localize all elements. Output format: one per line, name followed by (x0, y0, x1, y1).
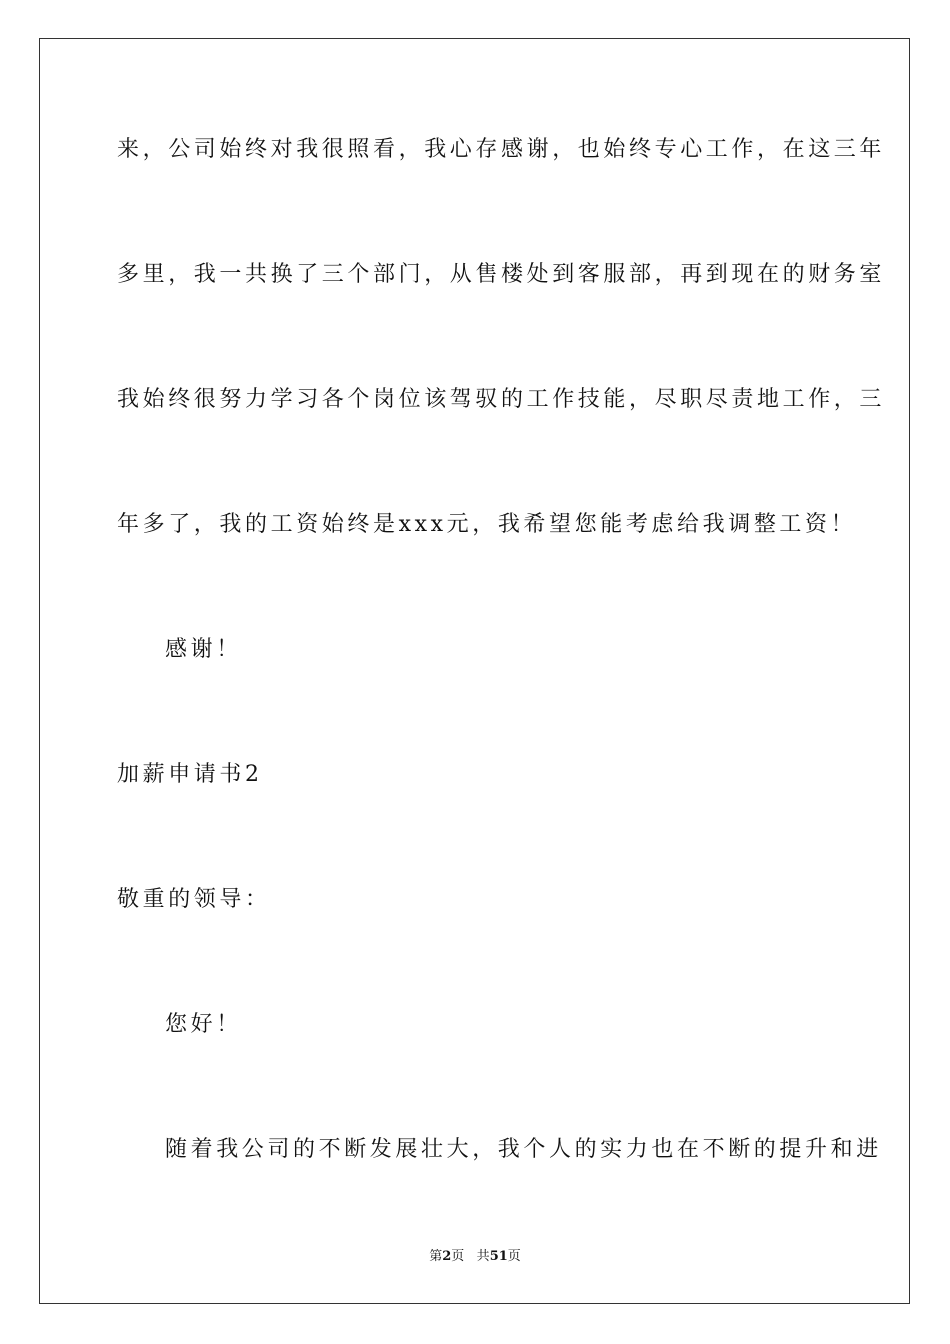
footer-prefix: 第 (429, 1249, 443, 1264)
footer-page-word: 页 (451, 1249, 465, 1264)
body-line-3: 我始终很努力学习各个岗位该驾驭的工作技能，尽职尽责地工作，三 (117, 387, 886, 412)
page-footer (0, 1248, 950, 1266)
body-line-2: 多里，我一共换了三个部门，从售楼处到客服部，再到现在的财务室 (117, 262, 886, 287)
body-line-thanks: 感谢！ (165, 637, 242, 662)
body-line-last: 随着我公司的不断发展壮大，我个人的实力也在不断的提升和进 (165, 1137, 882, 1162)
section-heading: 加薪申请书2 (117, 762, 263, 787)
greeting: 您好！ (165, 1012, 242, 1037)
body-line-1: 来，公司始终对我很照看，我心存感谢，也始终专心工作，在这三年 (117, 137, 886, 162)
footer-total-suffix: 页 (507, 1249, 521, 1264)
footer-total-pages: 51 (489, 1249, 508, 1264)
body-line-4: 年多了，我的工资始终是xxx元，我希望您能考虑给我调整工资！ (117, 512, 857, 537)
page-frame (39, 38, 910, 1304)
footer-current-page: 2 (442, 1249, 452, 1264)
salutation: 敬重的领导： (117, 887, 271, 912)
footer-total-prefix: 共 (476, 1249, 490, 1264)
